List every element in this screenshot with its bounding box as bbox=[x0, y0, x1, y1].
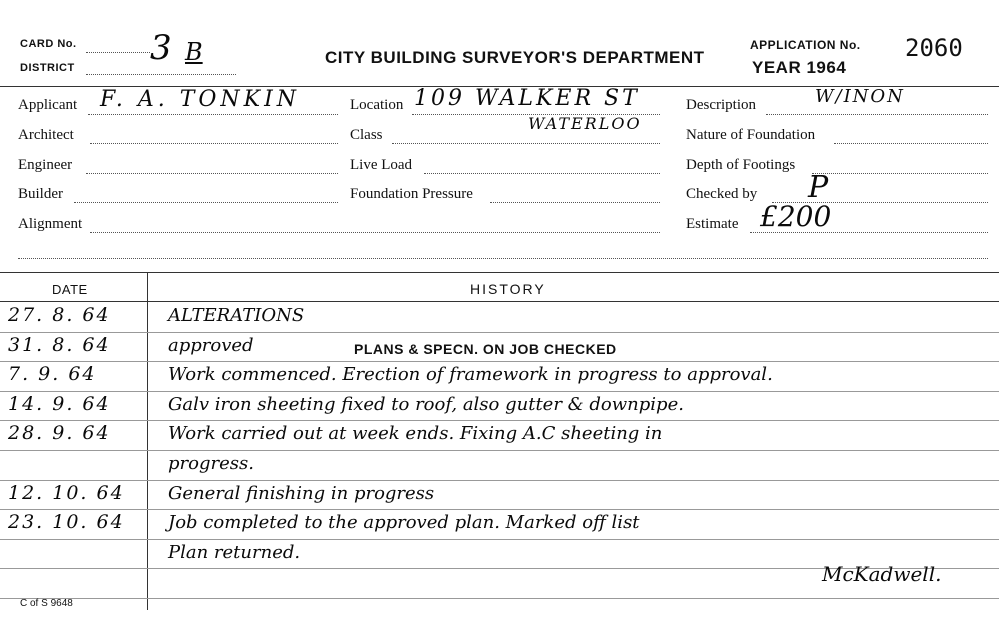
history-text: approved bbox=[168, 335, 254, 356]
checked-by-label: Checked by bbox=[686, 186, 758, 202]
depth-of-footings-label: Depth of Footings bbox=[686, 157, 796, 173]
district-line bbox=[86, 74, 236, 75]
column-divider bbox=[147, 272, 148, 610]
history-text: progress. bbox=[168, 453, 254, 474]
nature-line bbox=[834, 143, 988, 144]
form-code: C of S 9648 bbox=[20, 598, 73, 609]
history-text: ALTERATIONS bbox=[168, 305, 305, 326]
history-date: 7. 9. 64 bbox=[8, 363, 97, 385]
foundation-pressure-label: Foundation Pressure bbox=[350, 186, 473, 202]
department-title: CITY BUILDING SURVEYOR'S DEPARTMENT bbox=[325, 48, 705, 67]
location-label: Location bbox=[350, 97, 404, 113]
history-rule-line bbox=[0, 450, 999, 451]
live-load-label: Live Load bbox=[350, 157, 413, 173]
card-no-line bbox=[86, 52, 150, 53]
history-text: Plan returned. bbox=[168, 542, 301, 563]
district-label: DISTRICT bbox=[20, 62, 75, 74]
description-line bbox=[766, 114, 988, 115]
district-value: B bbox=[185, 38, 203, 66]
builder-label: Builder bbox=[18, 186, 63, 202]
history-text: Work commenced. Erection of framework in progress to approval. bbox=[168, 364, 773, 385]
depth-line bbox=[812, 173, 988, 174]
location-value: 109 WALKER ST bbox=[414, 86, 640, 111]
checked-by-initial: P bbox=[808, 170, 829, 205]
history-text: General finishing in progress bbox=[168, 483, 435, 504]
builder-line bbox=[74, 202, 338, 203]
class-label: Class bbox=[350, 127, 383, 143]
applicant-value: F. A. TONKIN bbox=[100, 87, 301, 112]
history-stamp: PLANS & SPECN. ON JOB CHECKED bbox=[354, 341, 617, 357]
history-rule-line bbox=[0, 391, 999, 392]
history-header-rule bbox=[0, 301, 999, 302]
engineer-line bbox=[86, 173, 338, 174]
applicant-line bbox=[88, 114, 338, 115]
application-label: APPLICATION No. bbox=[750, 38, 861, 52]
application-number: 2060 bbox=[905, 34, 963, 62]
history-text: Work carried out at week ends. Fixing A.C sheeting in bbox=[168, 423, 663, 444]
alignment-line bbox=[90, 232, 660, 233]
history-date: 28. 9. 64 bbox=[8, 422, 111, 444]
history-date: 14. 9. 64 bbox=[8, 393, 111, 415]
engineer-label: Engineer bbox=[18, 157, 73, 173]
history-rule-line bbox=[0, 420, 999, 421]
estimate-label: Estimate bbox=[686, 216, 739, 232]
history-rule-line bbox=[0, 509, 999, 510]
history-date: 31. 8. 64 bbox=[8, 334, 111, 356]
card-no-value: 3 bbox=[150, 28, 172, 68]
history-date: 27. 8. 64 bbox=[8, 304, 111, 326]
nature-of-foundation-label: Nature of Foundation bbox=[686, 127, 816, 143]
date-header: DATE bbox=[52, 282, 88, 297]
history-text: Job completed to the approved plan. Marked off list bbox=[168, 512, 640, 533]
year-label: YEAR 1964 bbox=[752, 58, 847, 77]
history-rule-line bbox=[0, 598, 999, 599]
history-rule-line bbox=[0, 332, 999, 333]
signature: McKadwell. bbox=[822, 562, 942, 586]
description-label: Description bbox=[686, 97, 756, 113]
architect-line bbox=[90, 143, 338, 144]
history-rule-line bbox=[0, 480, 999, 481]
applicant-label: Applicant bbox=[18, 97, 78, 113]
class-line bbox=[392, 143, 660, 144]
alignment-label: Alignment bbox=[18, 216, 83, 232]
blank-field-line bbox=[18, 258, 988, 259]
architect-label: Architect bbox=[18, 127, 74, 143]
history-top-rule bbox=[0, 272, 999, 273]
history-text: Galv iron sheeting fixed to roof, also gutter & downpipe. bbox=[168, 394, 684, 415]
estimate-value: £200 bbox=[760, 200, 832, 233]
history-rule-line bbox=[0, 361, 999, 362]
live-load-line bbox=[424, 173, 660, 174]
history-date: 12. 10. 64 bbox=[8, 482, 125, 504]
card-no-label: CARD No. bbox=[20, 38, 77, 50]
history-rule-line bbox=[0, 539, 999, 540]
description-value: W/INON bbox=[815, 86, 905, 107]
location-value-2: WATERLOO bbox=[528, 114, 642, 133]
history-header: HISTORY bbox=[470, 281, 546, 297]
history-date: 23. 10. 64 bbox=[8, 511, 125, 533]
foundation-pressure-line bbox=[490, 202, 660, 203]
